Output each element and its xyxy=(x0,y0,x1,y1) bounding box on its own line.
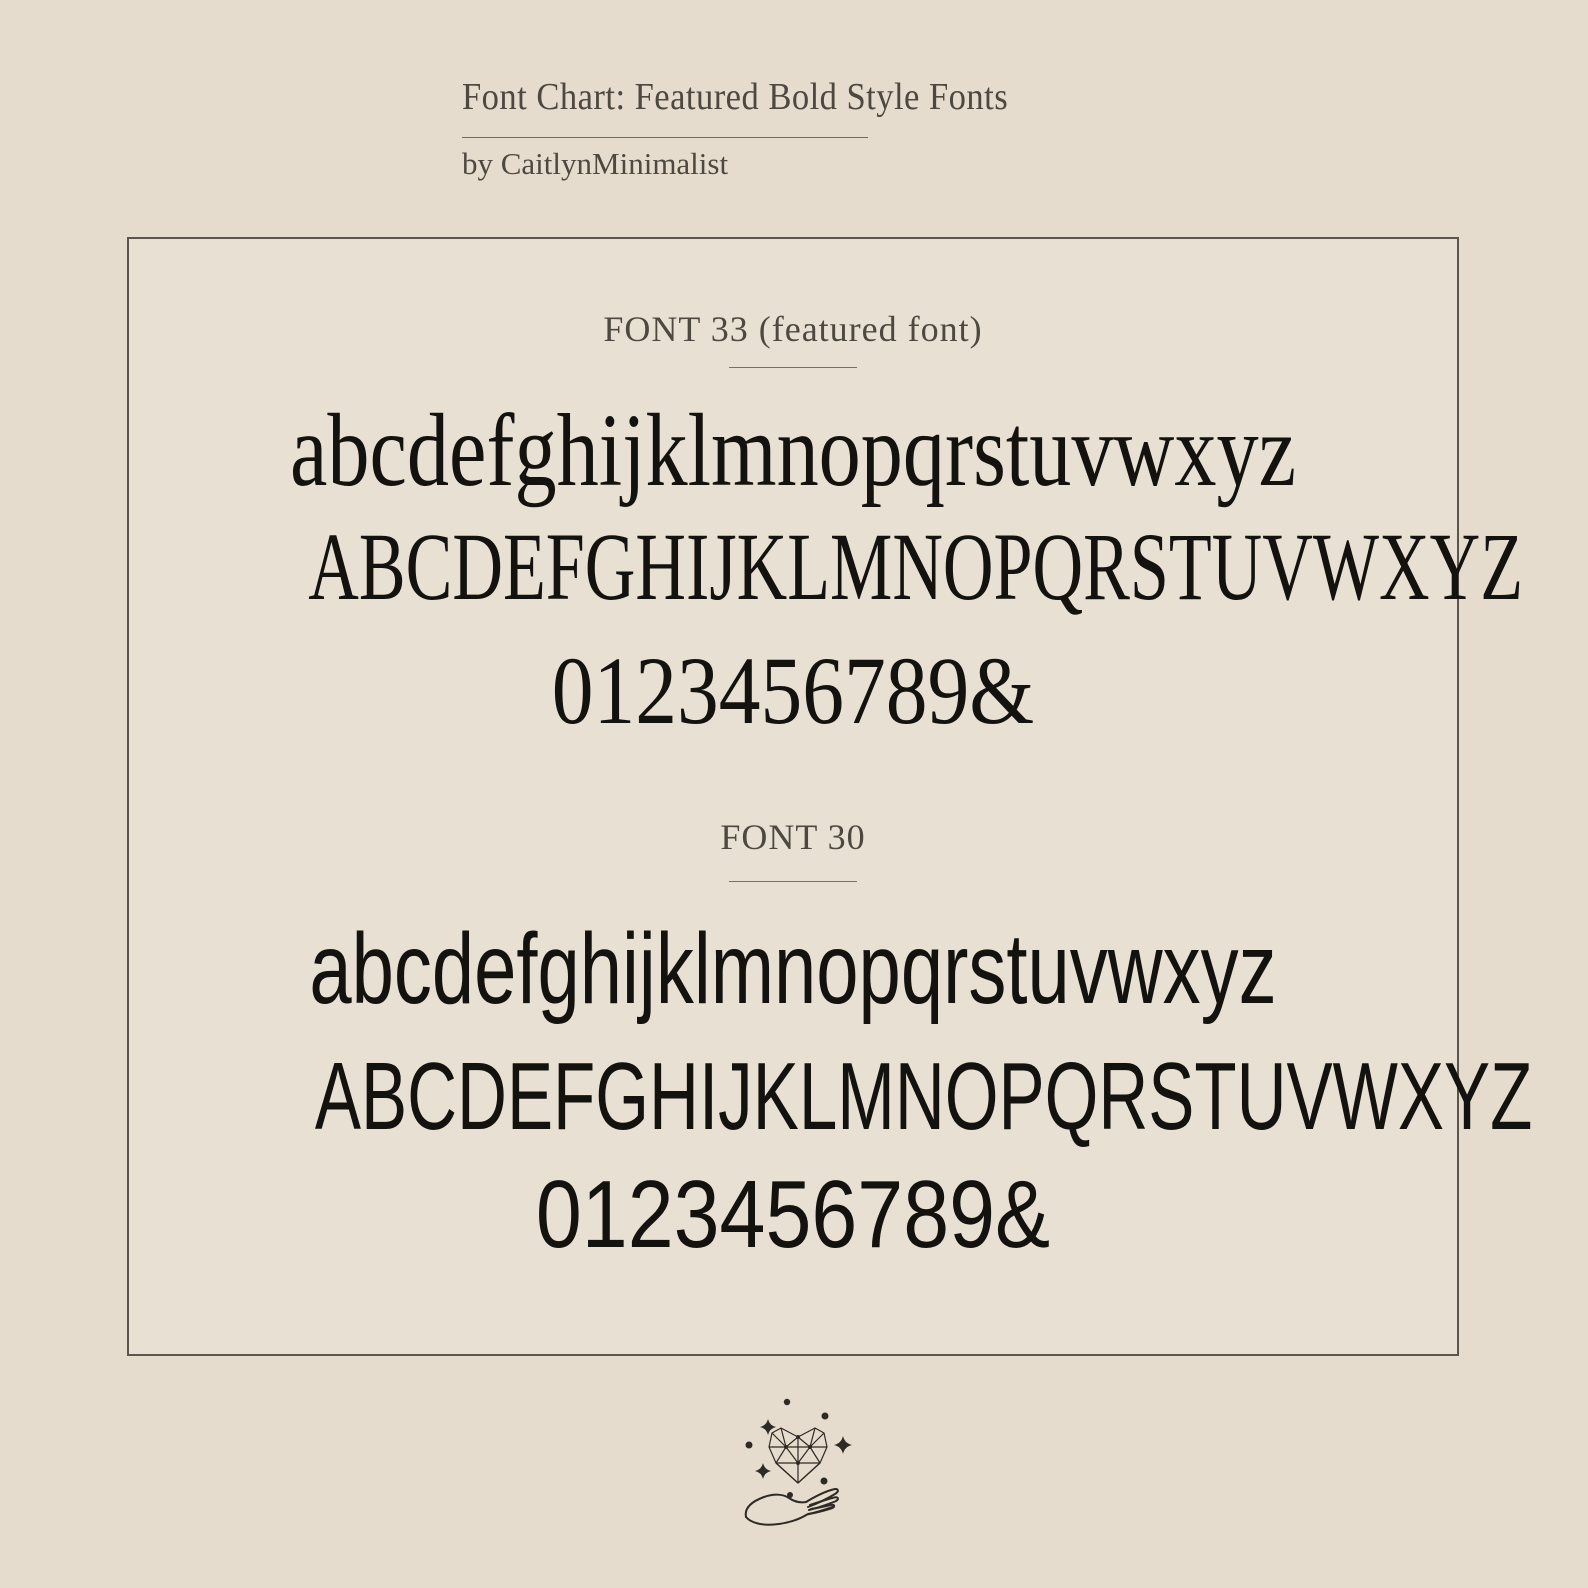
font-30-lowercase-row: abcdefghijklmnopqrstuvwxyz xyxy=(309,913,1277,1025)
byline: by CaitlynMinimalist xyxy=(462,146,729,181)
font-30-uppercase-row: ABCDEFGHIJKLMNOPQRSTUVWXYZ xyxy=(314,1043,1533,1150)
section-divider-font-30 xyxy=(729,881,857,882)
specimen-box xyxy=(127,237,1533,1356)
font-33-numerals-row: 0123456789& xyxy=(551,637,1035,744)
font-33-uppercase-row: ABCDEFGHIJKLMNOPQRSTUVWXYZ xyxy=(308,513,1524,620)
page-title: Font Chart: Featured Bold Style Fonts xyxy=(462,76,1009,118)
font-30-numerals-row: 0123456789& xyxy=(535,1161,1051,1268)
section-label-font-30: FONT 30 xyxy=(720,817,866,857)
heart-in-hand-logo xyxy=(724,1390,864,1540)
font-33-lowercase-row: abcdefghijklmnopqrstuvwxyz xyxy=(290,393,1296,508)
section-label-font-33: FONT 33 (featured font) xyxy=(603,309,983,349)
section-divider-font-33 xyxy=(729,367,857,368)
title-divider xyxy=(462,137,868,138)
